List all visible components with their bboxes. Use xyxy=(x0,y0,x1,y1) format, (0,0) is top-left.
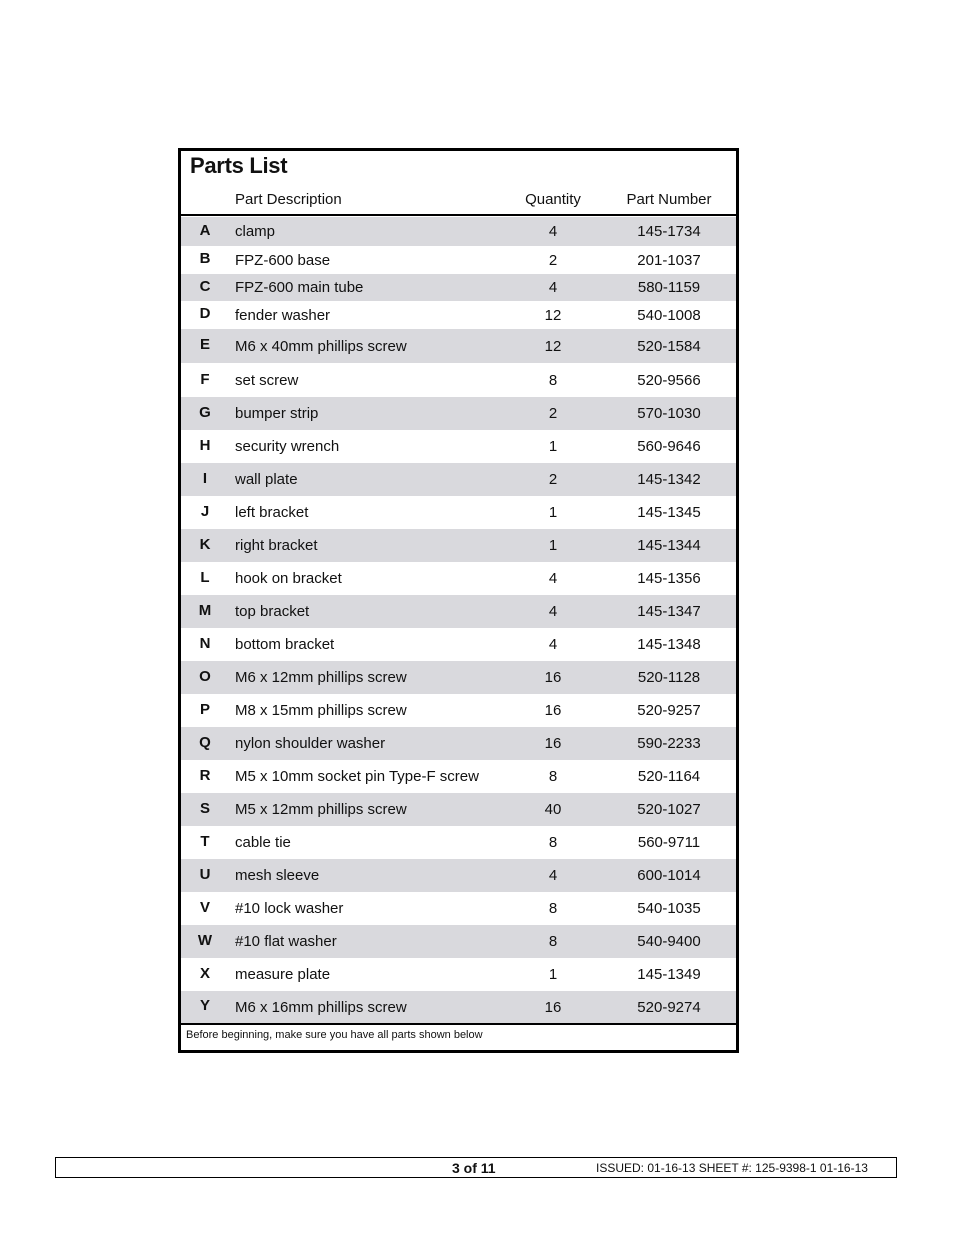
table-row xyxy=(181,301,736,329)
part-letter: R xyxy=(199,766,211,784)
table-row xyxy=(181,661,736,694)
part-quantity: 8 xyxy=(548,933,558,950)
part-description: cable tie xyxy=(235,834,291,851)
part-number: 145-1344 xyxy=(637,537,701,554)
page-number: 3 of 11 xyxy=(452,1160,496,1176)
part-quantity: 1 xyxy=(548,438,558,455)
part-description: measure plate xyxy=(235,966,331,983)
part-description: bottom bracket xyxy=(235,636,335,653)
part-quantity: 2 xyxy=(548,405,558,422)
part-quantity: 1 xyxy=(548,966,558,983)
table-row xyxy=(181,217,736,246)
table-row xyxy=(181,595,736,628)
part-number: 145-1356 xyxy=(637,570,701,587)
part-letter: M xyxy=(198,601,212,619)
part-number: 145-1734 xyxy=(637,223,701,240)
part-number: 520-9257 xyxy=(637,702,701,719)
part-quantity: 8 xyxy=(548,900,558,917)
table-row xyxy=(181,496,736,529)
part-description: left bracket xyxy=(235,504,309,521)
part-description: right bracket xyxy=(235,537,318,554)
part-letter: U xyxy=(199,865,211,883)
page-footer xyxy=(55,1157,897,1178)
part-description: mesh sleeve xyxy=(235,867,320,884)
part-number: 520-1584 xyxy=(637,337,701,355)
parts-list-panel xyxy=(178,148,739,1053)
part-letter: W xyxy=(197,931,213,949)
table-row xyxy=(181,793,736,826)
part-description: M6 x 12mm phillips screw xyxy=(235,669,407,686)
part-quantity: 2 xyxy=(548,471,558,488)
part-number: 145-1348 xyxy=(637,636,701,653)
part-quantity: 1 xyxy=(548,504,558,521)
part-description: M5 x 12mm phillips screw xyxy=(235,801,407,818)
part-description: hook on bracket xyxy=(235,570,342,587)
table-row xyxy=(181,463,736,496)
table-row xyxy=(181,430,736,463)
part-quantity: 12 xyxy=(544,306,562,324)
column-header-description: Part Description xyxy=(235,191,342,208)
part-description: set screw xyxy=(235,372,299,389)
table-row xyxy=(181,859,736,892)
parts-list-title: Parts List xyxy=(190,153,288,178)
part-letter: B xyxy=(199,250,211,267)
part-letter: O xyxy=(199,667,211,685)
part-number: 145-1342 xyxy=(637,471,701,488)
table-row xyxy=(181,329,736,363)
part-number: 540-1008 xyxy=(637,306,701,324)
part-letter: A xyxy=(199,221,211,239)
part-number: 145-1347 xyxy=(637,603,701,620)
part-description: #10 flat washer xyxy=(235,933,337,950)
part-letter: V xyxy=(199,898,210,916)
part-quantity: 8 xyxy=(548,834,558,851)
part-letter: X xyxy=(199,964,210,982)
part-letter: K xyxy=(199,535,211,553)
part-number: 590-2233 xyxy=(637,735,701,752)
table-row xyxy=(181,364,736,397)
part-quantity: 12 xyxy=(544,337,562,355)
part-quantity: 4 xyxy=(548,636,558,653)
part-description: M6 x 40mm phillips screw xyxy=(235,337,407,355)
part-letter: N xyxy=(199,634,211,652)
part-number: 560-9711 xyxy=(637,834,701,851)
part-number: 580-1159 xyxy=(637,279,701,296)
part-description: top bracket xyxy=(235,603,310,620)
part-letter: F xyxy=(200,370,210,388)
table-row xyxy=(181,694,736,727)
part-quantity: 4 xyxy=(548,223,558,240)
table-row xyxy=(181,925,736,958)
part-letter: D xyxy=(199,305,211,322)
part-description: M8 x 15mm phillips screw xyxy=(235,702,407,719)
part-quantity: 2 xyxy=(548,251,558,269)
column-header-part-number: Part Number xyxy=(626,191,712,208)
parts-note: Before beginning, make sure you have all parts shown below xyxy=(186,1029,483,1041)
part-quantity: 16 xyxy=(544,735,562,752)
part-description: #10 lock washer xyxy=(235,900,344,917)
part-letter: H xyxy=(199,436,211,454)
part-quantity: 1 xyxy=(548,537,558,554)
table-row xyxy=(181,826,736,859)
part-number: 600-1014 xyxy=(637,867,701,884)
part-letter: P xyxy=(199,700,210,718)
part-description: FPZ-600 base xyxy=(235,251,331,269)
part-number: 201-1037 xyxy=(637,251,701,269)
part-letter: S xyxy=(199,799,210,817)
table-row xyxy=(181,274,736,301)
part-description: fender washer xyxy=(235,306,331,324)
column-header-quantity: Quantity xyxy=(525,191,581,208)
part-letter: J xyxy=(200,502,210,520)
part-quantity: 8 xyxy=(548,372,558,389)
part-description: M6 x 16mm phillips screw xyxy=(235,998,407,1016)
part-letter: L xyxy=(200,568,210,586)
part-number: 520-1164 xyxy=(637,768,701,785)
note-divider xyxy=(181,1023,736,1025)
part-quantity: 4 xyxy=(548,867,558,884)
part-description: wall plate xyxy=(235,471,298,488)
part-description: M5 x 10mm socket pin Type-F screw xyxy=(235,768,479,785)
part-letter: G xyxy=(199,403,211,421)
part-quantity: 4 xyxy=(548,603,558,620)
table-row xyxy=(181,529,736,562)
part-number: 520-1128 xyxy=(637,669,701,686)
part-quantity: 40 xyxy=(544,801,562,818)
part-description: security wrench xyxy=(235,438,340,455)
table-row xyxy=(181,727,736,760)
part-number: 570-1030 xyxy=(637,405,701,422)
part-quantity: 16 xyxy=(544,998,562,1016)
part-number: 520-9274 xyxy=(637,998,701,1016)
table-row xyxy=(181,958,736,991)
part-quantity: 16 xyxy=(544,702,562,719)
part-number: 540-1035 xyxy=(637,900,701,917)
part-quantity: 4 xyxy=(548,279,558,296)
table-row xyxy=(181,628,736,661)
part-description: clamp xyxy=(235,223,276,240)
part-letter: C xyxy=(199,277,211,295)
part-quantity: 8 xyxy=(548,768,558,785)
part-quantity: 4 xyxy=(548,570,558,587)
part-letter: Y xyxy=(199,997,210,1014)
part-description: nylon shoulder washer xyxy=(235,735,386,752)
part-number: 520-9566 xyxy=(637,372,701,389)
part-number: 560-9646 xyxy=(637,438,701,455)
table-row xyxy=(181,760,736,793)
part-number: 145-1349 xyxy=(637,966,701,983)
table-row xyxy=(181,397,736,430)
part-quantity: 16 xyxy=(544,669,562,686)
part-letter: I xyxy=(202,469,208,487)
part-description: FPZ-600 main tube xyxy=(235,279,364,296)
table-row xyxy=(181,892,736,925)
table-row xyxy=(181,562,736,595)
table-row xyxy=(181,246,736,274)
part-letter: T xyxy=(200,832,210,850)
part-number: 520-1027 xyxy=(637,801,701,818)
part-letter: E xyxy=(199,336,210,353)
issued-sheet-info: ISSUED: 01-16-13 SHEET #: 125-9398-1 01-16-13 xyxy=(596,1161,868,1175)
part-description: bumper strip xyxy=(235,405,319,422)
part-number: 145-1345 xyxy=(637,504,701,521)
part-letter: Q xyxy=(199,733,211,751)
part-number: 540-9400 xyxy=(637,933,701,950)
table-row xyxy=(181,991,736,1023)
header-divider xyxy=(181,214,736,216)
